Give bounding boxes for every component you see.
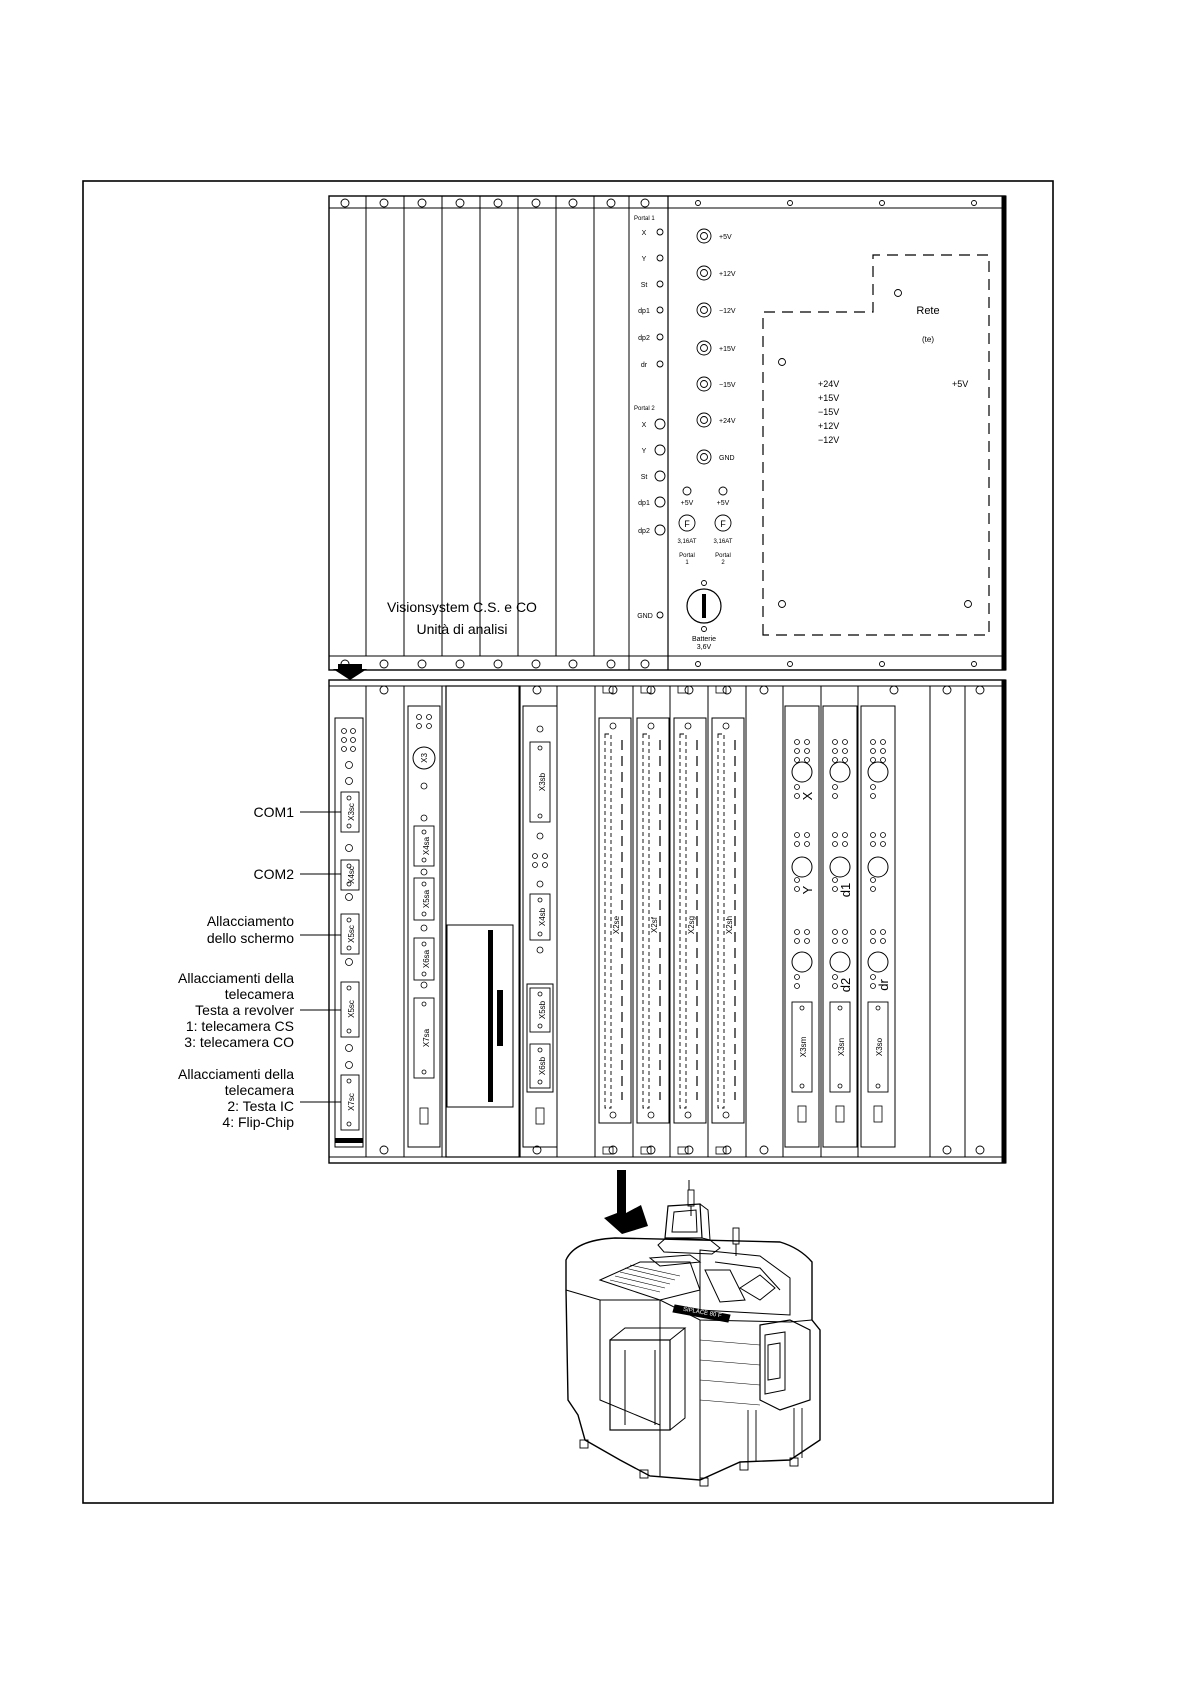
portal1-signal: St [640, 282, 648, 289]
portal1-signal: dr [640, 362, 648, 369]
io-card-label: X2se [612, 915, 621, 935]
rack-title-line2: Unità di analisi [416, 621, 508, 637]
callout-com2: COM2 [253, 866, 294, 882]
portal2-signal: X [641, 422, 647, 429]
lower-slot-dividers [366, 686, 965, 1157]
outer-frame [83, 181, 1053, 1503]
fuse-right-voltage: +5V [716, 500, 730, 507]
battery [687, 581, 721, 652]
card-x3sc [335, 718, 363, 1147]
upper-screws [341, 199, 977, 668]
psu-output: −12V [818, 435, 840, 445]
upper-rack [329, 196, 1006, 670]
io-card-label: X2sg [687, 915, 696, 935]
io-card-label: X2sf [650, 916, 659, 934]
callout-camera1: 3: telecamera CO [184, 1034, 294, 1050]
axis-connector-label: X3sm [799, 1036, 808, 1058]
connector-label: X5sa [422, 889, 431, 909]
battery-label: Batterie [691, 636, 717, 643]
fuse-right-portal: Portal [715, 553, 731, 559]
portal1-label: Portal 1 [634, 216, 655, 222]
fuse-right-symbol: F [720, 519, 726, 529]
psu-output-5v: +5V [952, 379, 969, 389]
connector-label: X4sb [538, 907, 547, 927]
connector-label: X7sc [347, 1093, 356, 1111]
connector-label: X5sc [347, 1000, 356, 1018]
portal1-signal: dp1 [638, 308, 650, 315]
psu-output: −15V [818, 407, 840, 417]
connector-label: X6sb [538, 1056, 547, 1076]
connector-label: X5sb [538, 1000, 547, 1020]
psu-output: +12V [818, 421, 840, 431]
machine-pointer-arrow [604, 1170, 648, 1234]
connector-label: X5sc [347, 925, 356, 943]
axis-connector-label: X3sn [837, 1037, 846, 1057]
psu-output: +15V [818, 393, 840, 403]
slot-pointer-arrow [333, 664, 367, 680]
fuse-left-rating: 3,16AT [677, 539, 697, 545]
axis-label: X [800, 791, 815, 801]
callout-camera1: 1: telecamera CS [185, 1018, 294, 1034]
rack-title-line1: Visionsystem C.S. e CO [387, 599, 537, 615]
callout-camera2: 2: Testa IC [227, 1098, 294, 1114]
gnd-label-small: GND [637, 613, 653, 620]
axis-label: d2 [838, 977, 853, 993]
axis-label: d1 [838, 882, 853, 898]
fuse-left [678, 487, 697, 566]
io-card [712, 718, 744, 1123]
psu-sockets [697, 229, 711, 464]
socket-label: −12V [719, 308, 736, 315]
portal2-signal: dp2 [638, 528, 650, 535]
callout-screen: Allacciamento [206, 913, 294, 929]
callout-camera1: telecamera [224, 986, 294, 1002]
axis-card [785, 706, 819, 1147]
socket-label: GND [719, 455, 735, 462]
socket-label: +15V [719, 346, 736, 353]
machine-name-label: SIPLACE 80 F [682, 1306, 722, 1320]
axis-label: dr [876, 979, 891, 991]
card-x3sb [523, 706, 557, 1147]
fuse-right-rating: 3,16AT [713, 539, 733, 545]
connector-label: X7sa [422, 1028, 431, 1048]
axis-card [823, 706, 857, 1147]
portal-signal-strip [634, 216, 665, 620]
callout-com1: COM1 [253, 804, 294, 820]
socket-label: +5V [719, 234, 732, 241]
callout-camera2: 4: Flip-Chip [222, 1114, 294, 1130]
mains-dashed-outline [763, 255, 989, 635]
battery-voltage: 3,6V [696, 644, 712, 651]
portal2-signal: dp1 [638, 500, 650, 507]
siplace-machine-illustration [566, 1180, 820, 1486]
rete-sub: (te) [922, 335, 934, 344]
portal2-label: Portal 2 [634, 406, 655, 412]
fuse-left-portal-num: 1 [685, 560, 689, 566]
portal2-signal: St [640, 474, 648, 481]
axis-card [861, 706, 895, 1147]
connector-label: X6sa [422, 949, 431, 969]
axis-connector-label: X3so [875, 1037, 884, 1057]
portal1-signal: X [641, 230, 647, 237]
fuse-left-portal: Portal [679, 553, 695, 559]
psu-output: +24V [818, 379, 840, 389]
callout-camera2: telecamera [224, 1082, 294, 1098]
fuse-left-symbol: F [684, 519, 690, 529]
callout-camera1: Allacciamenti della [178, 970, 294, 986]
floppy-drive [446, 686, 520, 1157]
card-x3 [408, 706, 440, 1147]
connector-label: X4sc [347, 866, 356, 884]
socket-label: +24V [719, 418, 736, 425]
io-card [637, 718, 669, 1123]
socket-label: +12V [719, 271, 736, 278]
portal1-signal: dp2 [638, 335, 650, 342]
fuse-right [714, 487, 733, 566]
connector-label: X4sa [422, 836, 431, 856]
callout-screen: dello schermo [206, 930, 294, 946]
socket-label: −15V [719, 382, 736, 389]
rete-label: Rete [916, 305, 940, 317]
callouts [178, 804, 341, 1130]
portal1-signal: Y [641, 256, 647, 263]
axis-label: Y [800, 885, 815, 895]
callout-camera2: Allacciamenti della [178, 1066, 294, 1082]
fuse-left-voltage: +5V [680, 500, 694, 507]
portal2-signal: Y [641, 448, 647, 455]
connector-label: X3sb [538, 772, 547, 792]
callout-camera1: Testa a revolver [195, 1002, 294, 1018]
io-card-label: X2sh [725, 915, 734, 935]
io-card [674, 718, 706, 1123]
round-connector-label: X3 [420, 753, 429, 763]
lower-rack [329, 680, 1006, 1163]
lower-screws [380, 686, 984, 1154]
io-card [599, 718, 631, 1123]
connector-label: X3sc [347, 803, 356, 821]
fuse-right-portal-num: 2 [721, 560, 725, 566]
